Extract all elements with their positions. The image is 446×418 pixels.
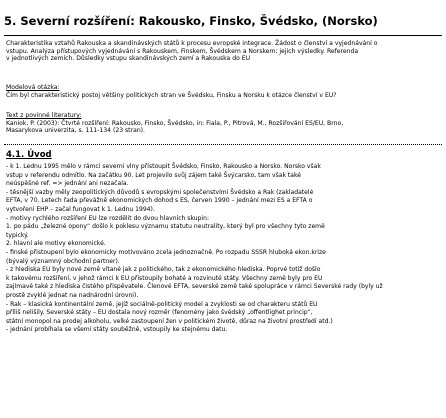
body-line: - těsnější vazby měly zeopolitických důvodů s evropskými společenstvími Švédsko a Rak (zakladatelé — [6, 188, 314, 196]
body-line: k takovému rozšíření, v jehož rámci k EU přistoupily bohaté a rozvinuté státy. Všechny země byly pro EU — [6, 274, 323, 282]
body-line: - z hlediska EU byly nové země vítané jak z politického, tak z ekonomického hlediska. Poprvé totiž došlo — [6, 266, 321, 274]
body-line: - finské přistoupení bylo ekonomicky motivováno zcela jednoznačně. Po rozpadu SSSR hluboká ekon.krize — [6, 248, 326, 256]
literature — [6, 112, 440, 135]
body-line: 1. po pádu „železné opony“ došlo k poklesu významu statutu neutrality, který byl pro všechny tyto země — [6, 223, 325, 231]
intro-paragraph — [6, 40, 440, 63]
body-line: neúspěšné ref. => jednání ani nezačala. — [6, 180, 129, 188]
body-line: vytvoření EHP – začal fungovat k 1. Lednu 1994). — [6, 205, 155, 213]
intro-line: Charakteristika vztahů Rakouska a skandinávských států k procesu evropské integrace. Žádost o členství a vyjednávání o — [6, 40, 378, 47]
body-line: - motivy rychlého rozšíření EU lze rozdělit do dvou hlavních skupin: — [6, 214, 209, 222]
body-line: (bývalý významný obchodní partner). — [6, 257, 120, 265]
body-line: - Rak – klasická kontinentální země, jejíž sociálně-politický model a zvyklosti se od charakteru států EU — [6, 300, 318, 308]
body-line: prostě zvyklé jednat na nadnárodní úrovni). — [6, 291, 139, 299]
body-line: typický. — [6, 231, 29, 239]
intro-line: v jednotlivých zemích. Důsledky vstupu skandinávských zemí a Rakouska do EU — [6, 55, 251, 63]
body-line: zajímavé také z hlediska čistého přispěvatele. Členové EFTA, severské země také spolupráce v rámci Severské rady (byly už — [6, 283, 383, 291]
page-title: 5. Severní rozšíření: Rakousko, Finsko, Švédsko, (Norsko) — [4, 14, 378, 28]
literature-line: Kaniok, P. (2003): Čtvrté rozšíření: Rakousko, Finsko, Švédsko, in: Fiala, P., Pitrová, M., Rozšiřování ES/EU, Brno, — [6, 119, 344, 127]
body-line: státní monopol na prodej alkoholu, velké zastoupení žen v politickém životě, důraz na životní prostředí atd.) — [6, 317, 333, 325]
body-line: příliš nelišily. Severské státy – EU dostala nový rozměr (fenomény jako švédský „offentlighet princip“, — [6, 309, 313, 317]
section-body — [6, 163, 440, 335]
model-question-text: Čím byl charakteristický postoj většiny politických stran ve Švédsku, Finsku a Norsku k otázce členství v EU? — [6, 91, 337, 99]
literature-label: Text z povinné literatury: — [6, 112, 82, 119]
body-line: 2. hlavní ale motivy ekonomické. — [6, 240, 106, 248]
body-line: - jednání probíhala se všemi státy souběžně, vstoupily ke stejnému datu. — [6, 326, 228, 334]
body-line: - k 1. Lednu 1995 mělo v rámci severní vlny přistoupit Švédsko, Finsko, Rakousko a Norsko. Norsko však — [6, 163, 321, 170]
model-question-label: Modelová otázka: — [6, 84, 60, 91]
body-line: EFTA, v 70. Letech řada převážně ekonomických dohod s ES, červen 1990 – jednání mezi ES a EFTA o — [6, 197, 313, 205]
section-heading: 4.1. Úvod — [6, 150, 52, 160]
literature-line: Masarykova univerzita, s. 111-134 (23 stran). — [6, 127, 145, 135]
intro-line: vstupu. Analýza přístupových vyjednávání s Rakouskem, Finskem, Švédskem a Norskem; jejich výsledky. Referenda — [6, 47, 359, 55]
model-question — [6, 84, 440, 99]
title-divider — [4, 35, 442, 36]
body-line: vstup v referendu odmítlo. Na začátku 90. Let projevilo svůj zájem také Švýcarsko, tam však také — [6, 171, 301, 179]
section-divider — [4, 144, 442, 145]
